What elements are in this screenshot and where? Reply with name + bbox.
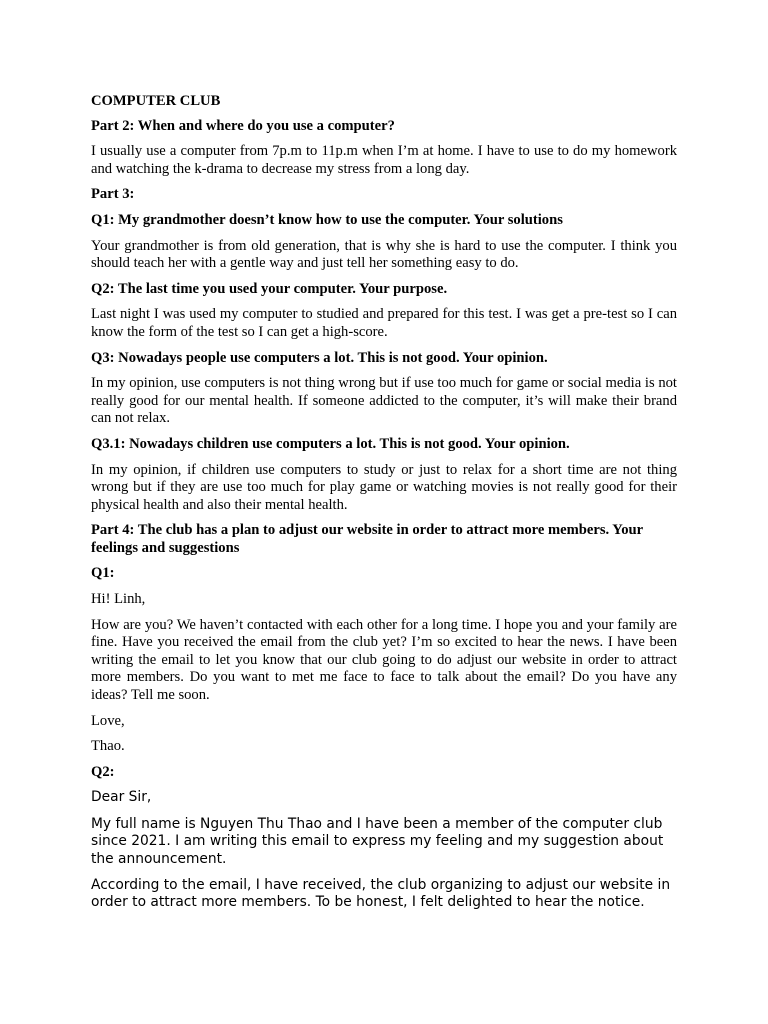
- part3-q3-question: Q3: Nowadays people use computers a lot. This is not good. Your opinion.: [91, 349, 548, 366]
- part4-q1-body: How are you? We haven’t contacted with each other for a long time. I hope you and your family are fine. Have you received the email from the club yet? I’m so excited to hear the news. I have been writing the email to let you know that our club going to do adjust our website in order to attract more members. Do you want to met me face to face to talk about the email? Do you have any ideas? Tell me soon.: [91, 616, 677, 704]
- part3-q2-question: Q2: The last time you used your computer. Your purpose.: [91, 280, 448, 297]
- part3-q1-question: Q1: My grandmother doesn’t know how to use the computer. Your solutions: [91, 211, 563, 228]
- part2-heading: Part 2: When and where do you use a computer?: [91, 117, 395, 134]
- part4-heading: Part 4: The club has a plan to adjust our website in order to attract more members. Your feelings and suggestions: [91, 522, 643, 556]
- part4-q2-paragraph-1: My full name is Nguyen Thu Thao and I have been a member of the computer club since 2021. I am writing this email to express my feeling and my suggestion about the announcement.: [91, 815, 664, 867]
- part3-q3-1-answer: In my opinion, if children use computers to study or just to relax for a short time are not thing wrong but if they are use too much for play game or watching movies is not really good for their physical health and also their mental health.: [91, 461, 677, 513]
- part3-q3-answer: In my opinion, use computers is not thing wrong but if use too much for game or social media is not really good for our mental health. If someone addicted to the computer, it’s will make their brand can not relax.: [91, 375, 677, 427]
- part3-heading: Part 3:: [91, 186, 135, 203]
- part4-q2-greeting: Dear Sir,: [91, 789, 152, 806]
- part4-q2-paragraph-2: According to the email, I have received, the club organizing to adjust our website in order to attract more members. To be honest, I felt delighted to hear the notice.: [91, 877, 671, 911]
- part4-q2-label: Q2:: [91, 763, 115, 780]
- part4-q1-label: Q1:: [91, 565, 115, 582]
- part3-q1-answer: Your grandmother is from old generation, that is why she is hard to use the computer. I think you should teach her with a gentle way and just tell her something easy to do.: [91, 237, 677, 272]
- part4-q1-closing: Love,: [91, 712, 125, 729]
- part3-q3-1-question: Q3.1: Nowadays children use computers a lot. This is not good. Your opinion.: [91, 435, 570, 452]
- part2-answer: I usually use a computer from 7p.m to 11p.m when I’m at home. I have to use to do my homework and watching the k-drama to decrease my stress from a long day.: [91, 143, 677, 177]
- part4-q1-greeting: Hi! Linh,: [91, 591, 146, 608]
- document-title: COMPUTER CLUB: [91, 93, 221, 109]
- part3-q2-answer: Last night I was used my computer to studied and prepared for this test. I was get a pre-test so I can know the form of the test so I can get a high-score.: [91, 306, 677, 340]
- part4-q1-signature: Thao.: [91, 738, 125, 755]
